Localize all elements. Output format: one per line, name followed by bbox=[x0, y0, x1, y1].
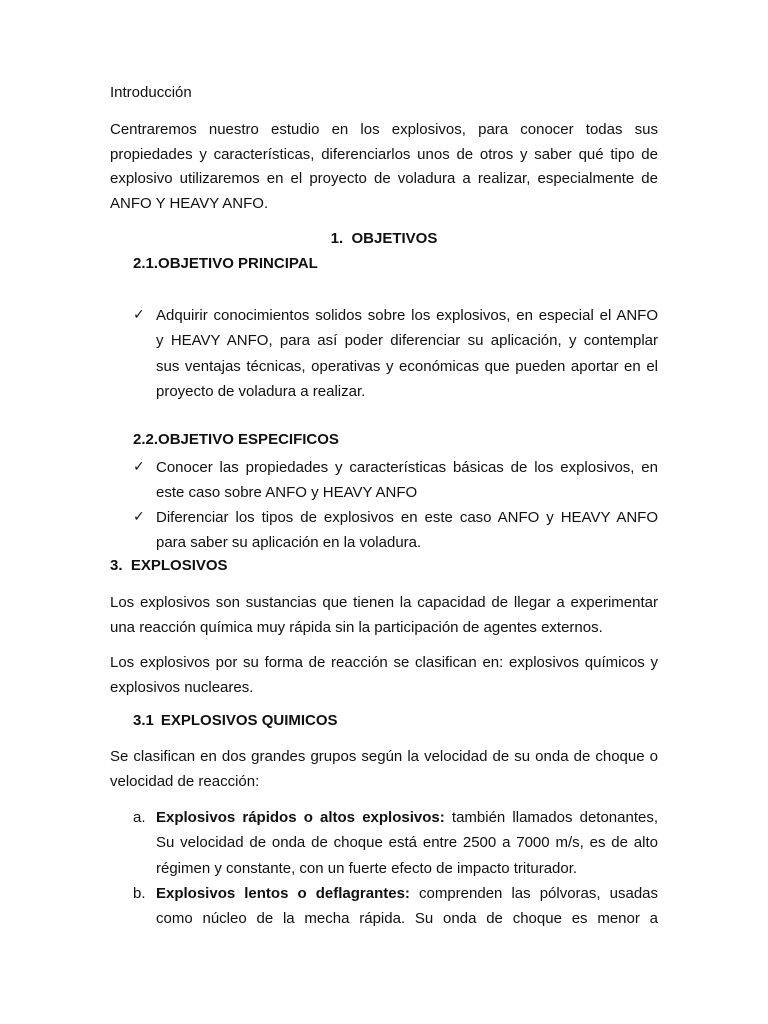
explosivos-paragraph-1 bbox=[110, 591, 658, 640]
subsection-number: 2.1. bbox=[133, 255, 159, 272]
list-item-a bbox=[133, 805, 658, 881]
list-line bbox=[156, 881, 658, 906]
paragraph-line: una reacción química muy rápida sin la participación de agentes externos. bbox=[110, 618, 603, 636]
section-heading-explosivos bbox=[110, 557, 658, 574]
subsection-title: EXPLOSIVOS QUIMICOS bbox=[160, 712, 338, 729]
subsection-number: 2.2. bbox=[133, 431, 159, 448]
subsection-title: OBJETIVO PRINCIPAL bbox=[158, 255, 318, 272]
list-line bbox=[156, 805, 658, 830]
objective-item bbox=[133, 505, 658, 556]
term-bold: Explosivos lentos o deflagrantes: bbox=[156, 885, 410, 902]
term-description: también llamados detonantes, bbox=[444, 809, 659, 826]
subsection-heading-quimicos bbox=[133, 712, 681, 729]
checkmark-icon: ✓ bbox=[133, 509, 145, 525]
explosivos-paragraph-2 bbox=[110, 651, 658, 700]
paragraph-line: Se clasifican en dos grandes grupos según la velocidad de su onda de choque o bbox=[110, 748, 658, 765]
intro-paragraph bbox=[110, 118, 658, 216]
intro-line: explosivo utilizaremos en el proyecto de voladura a realizar, especialmente de bbox=[110, 170, 658, 188]
objective-line: Conocer las propiedades y características básicas de los explosivos, en bbox=[156, 459, 658, 476]
list-line: régimen y constante, con un fuerte efecto de impacto triturador. bbox=[156, 859, 578, 877]
objective-line: para saber su aplicación en la voladura. bbox=[156, 534, 422, 552]
list-item-b bbox=[133, 881, 658, 932]
list-item-text bbox=[156, 805, 658, 881]
subsection-heading-especificos bbox=[133, 431, 681, 448]
subsection-heading-principal bbox=[133, 255, 681, 272]
objective-line: proyecto de voladura a realizar. bbox=[156, 382, 366, 400]
intro-title: Introducción bbox=[110, 84, 192, 101]
paragraph-line: Los explosivos son sustancias que tienen la capacidad de llegar a experimentar bbox=[110, 594, 658, 611]
objective-line: y HEAVY ANFO, para así poder diferenciar su aplicación, y contemplar bbox=[156, 332, 658, 350]
objective-line: Diferenciar los tipos de explosivos en este caso ANFO y HEAVY ANFO bbox=[156, 509, 658, 526]
section-number: 3. bbox=[110, 557, 123, 574]
subsection-number: 3.1 bbox=[133, 712, 154, 729]
objective-item bbox=[133, 303, 658, 404]
list-line: Su velocidad de onda de choque está entre 2500 a 7000 m/s, es de alto bbox=[156, 834, 658, 852]
objective-text bbox=[156, 455, 658, 506]
section-title: EXPLOSIVOS bbox=[130, 557, 228, 574]
objective-line: sus ventajas técnicas, operativas y económicas que pueden aportar en el bbox=[156, 357, 658, 375]
section-heading-objetivos bbox=[110, 230, 658, 247]
section-number: 1. bbox=[330, 230, 344, 247]
term-bold: Explosivos rápidos o altos explosivos: bbox=[156, 809, 445, 826]
list-line: como núcleo de la mecha rápida. Su onda de choque es menor a bbox=[156, 910, 658, 928]
objective-line: este caso sobre ANFO y HEAVY ANFO bbox=[156, 484, 418, 502]
objective-text bbox=[156, 505, 658, 556]
intro-line: ANFO Y HEAVY ANFO. bbox=[110, 194, 269, 212]
paragraph-line: Los explosivos por su forma de reacción se clasifican en: explosivos químicos y bbox=[110, 654, 658, 671]
objective-text bbox=[156, 303, 658, 404]
checkmark-icon: ✓ bbox=[133, 459, 145, 475]
intro-line: Centraremos nuestro estudio en los explosivos, para conocer todas sus bbox=[110, 121, 658, 138]
list-marker: b. bbox=[133, 885, 146, 902]
objective-line: Adquirir conocimientos solidos sobre los explosivos, en especial el ANFO bbox=[156, 307, 658, 324]
section-title: OBJETIVOS bbox=[351, 230, 438, 247]
list-item-text bbox=[156, 881, 658, 932]
intro-line: propiedades y características, diferenciarlos unos de otros y saber qué tipo de bbox=[110, 145, 658, 163]
list-marker: a. bbox=[133, 809, 146, 826]
quimicos-paragraph bbox=[110, 745, 658, 794]
subsection-title: OBJETIVO ESPECIFICOS bbox=[158, 431, 339, 448]
paragraph-line: explosivos nucleares. bbox=[110, 678, 254, 696]
paragraph-line: velocidad de reacción: bbox=[110, 772, 260, 790]
checkmark-icon: ✓ bbox=[133, 307, 145, 323]
term-description: comprenden las pólvoras, usadas bbox=[409, 885, 659, 902]
objective-item bbox=[133, 455, 658, 506]
